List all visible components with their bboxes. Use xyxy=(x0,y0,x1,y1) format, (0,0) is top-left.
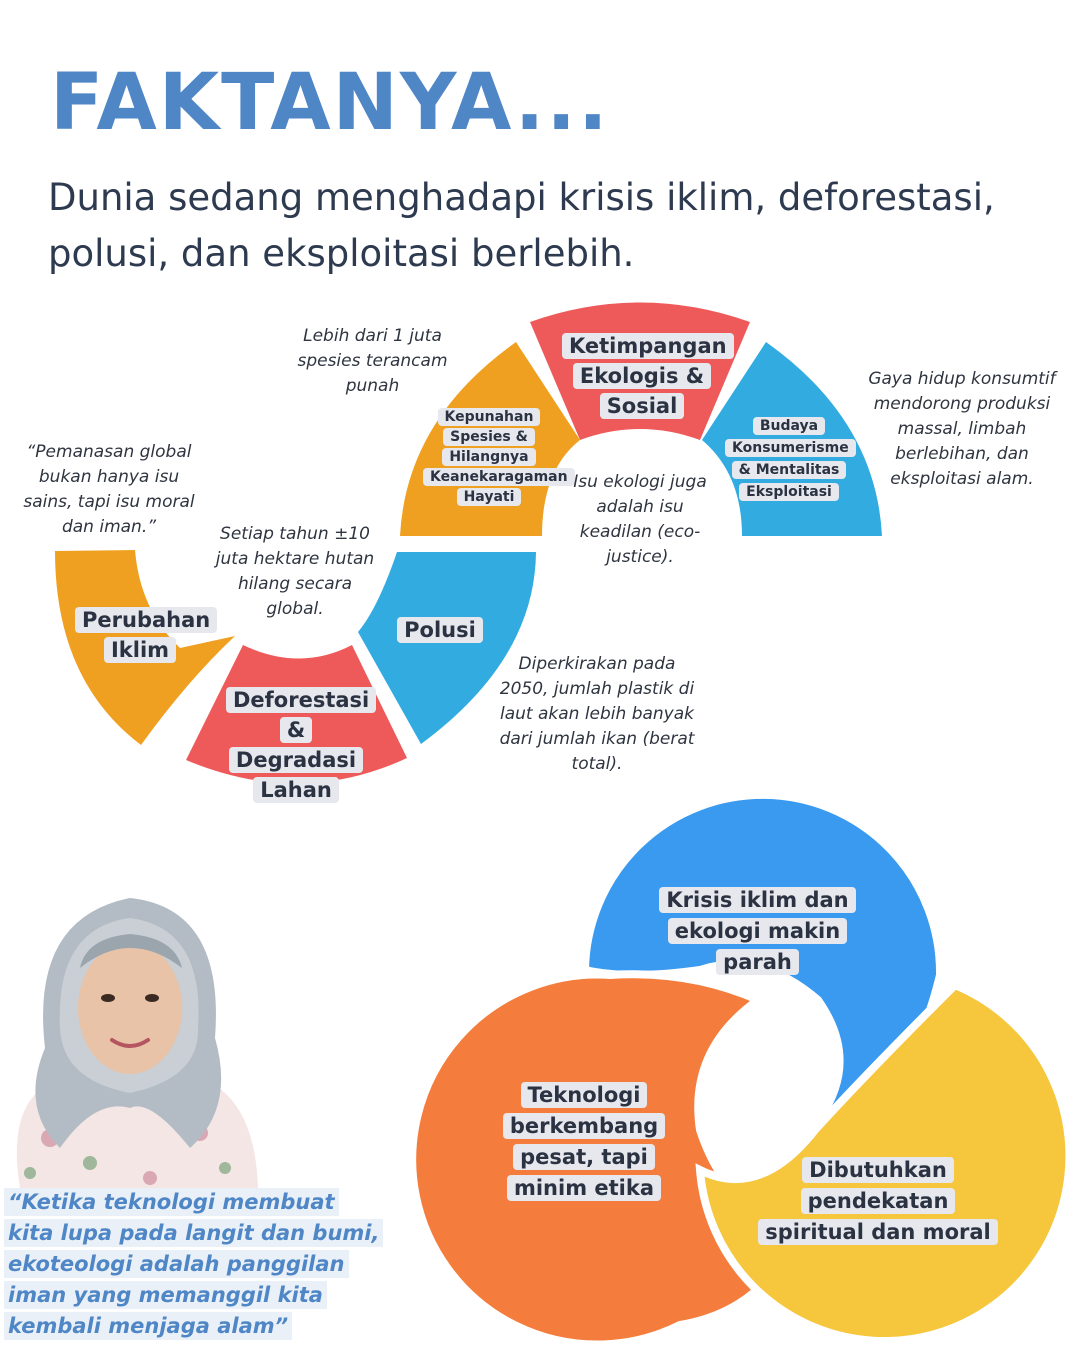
note-pemanasan: “Pemanasan global bukan hanya isu sains, tapi isu moral dan iman.” xyxy=(23,442,195,537)
note-konsumtif: Gaya hidup konsumtif mendorong produksi massal, limbah berlebihan, dan eksploitasi alam. xyxy=(868,369,1056,489)
note-plastik: Diperkirakan pada 2050, jumlah plastik di laut akan lebih banyak dari jumlah ikan (berat total). xyxy=(499,654,695,774)
note-ecojustice: Isu ekologi juga adalah isu keadilan (eco-justice). xyxy=(573,472,707,567)
label-deforestasi: Deforestasi & Degradasi Lahan xyxy=(226,685,366,805)
venn-label-krisis: Krisis iklim dan ekologi makin parah xyxy=(630,885,885,978)
label-perubahan-iklim: Perubahan Iklim xyxy=(75,605,205,665)
author-photo xyxy=(0,848,260,1188)
label-budaya: Budaya Konsumerisme & Mentalitas Eksploitasi xyxy=(725,415,853,503)
note-hutan: Setiap tahun ±10 juta hektare hutan hilang secara global. xyxy=(215,524,375,619)
label-polusi: Polusi xyxy=(390,615,490,645)
label-kepunahan: Kepunahan Spesies & Hilangnya Keanekaragaman Hayati xyxy=(423,407,555,507)
page-subtitle: Dunia sedang menghadapi krisis iklim, deforestasi, polusi, dan eksploitasi berlebih. xyxy=(48,176,995,275)
closing-quote: “Ketika teknologi membuat kita lupa pada langit dan bumi, ekoteologi adalah panggilan iman yang memanggil kita kembali menjaga alam” xyxy=(4,1187,384,1342)
label-ketimpangan: Ketimpangan Ekologis & Sosial xyxy=(562,331,722,421)
venn-label-teknologi: Teknologi berkembang pesat, tapi minim etika xyxy=(480,1080,688,1204)
page-title: FAKTANYA... xyxy=(50,58,610,148)
venn-label-spiritual: Dibutuhkan pendekatan spiritual dan moral xyxy=(752,1155,1004,1248)
note-spesies: Lebih dari 1 juta spesies terancam punah xyxy=(297,326,448,396)
